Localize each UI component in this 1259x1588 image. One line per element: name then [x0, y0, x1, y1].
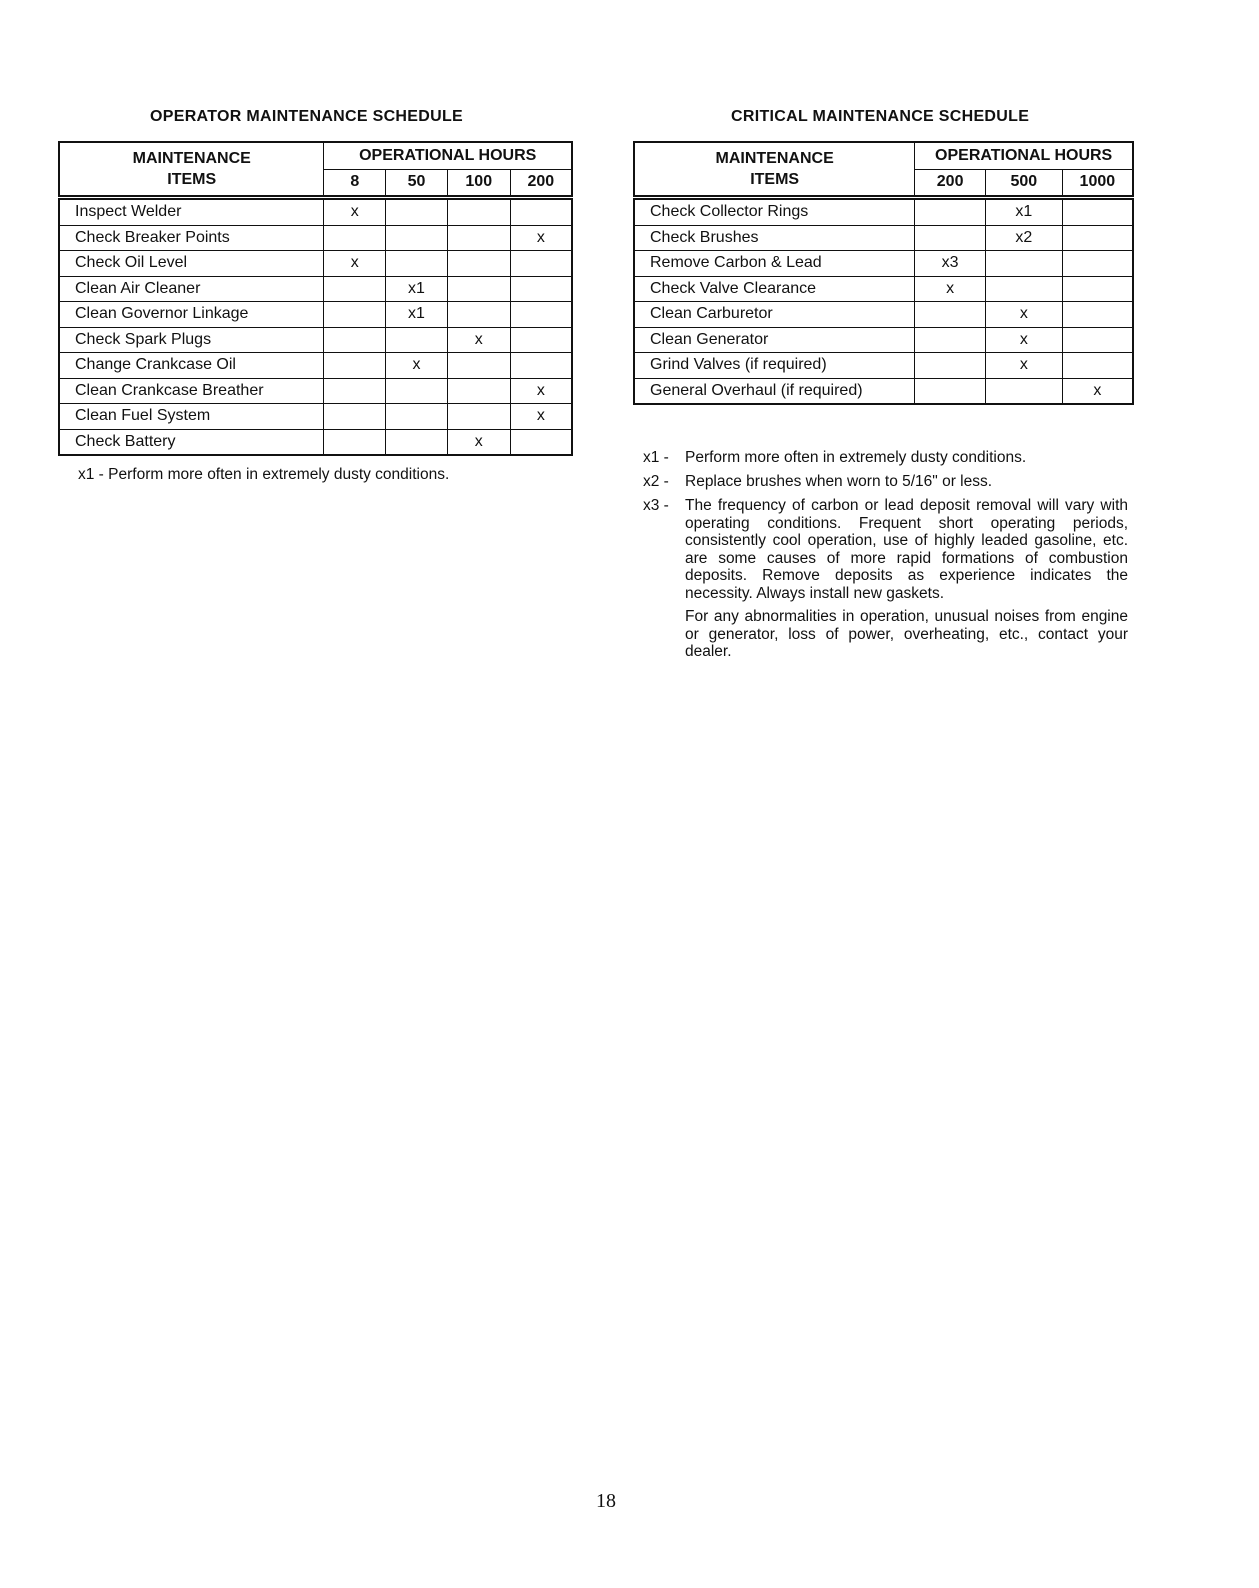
- schedule-mark: [386, 429, 448, 455]
- footnote-key: x2 -: [643, 473, 669, 490]
- schedule-mark: [324, 404, 386, 430]
- schedule-mark: [915, 225, 986, 251]
- schedule-mark: [386, 404, 448, 430]
- hours-col-header: 8: [324, 169, 386, 198]
- schedule-mark: [510, 429, 572, 455]
- schedule-mark: [324, 225, 386, 251]
- items-header: MAINTENANCE: [634, 142, 915, 169]
- footnote: [643, 473, 1128, 491]
- items-header-line2: ITEMS: [634, 169, 915, 198]
- schedule-mark: [447, 251, 510, 277]
- schedule-mark: [1062, 353, 1133, 379]
- schedule-mark: x: [510, 378, 572, 404]
- critical-footnotes: [643, 449, 1128, 661]
- schedule-mark: x: [986, 302, 1063, 328]
- table-row: [59, 378, 572, 404]
- schedule-mark: [386, 327, 448, 353]
- hours-col-header: 200: [510, 169, 572, 198]
- footnote: [643, 497, 1128, 602]
- table-row: [59, 251, 572, 277]
- hours-header: OPERATIONAL HOURS: [915, 142, 1133, 169]
- critical-schedule-title: CRITICAL MAINTENANCE SCHEDULE: [731, 108, 1030, 125]
- table-row: [634, 276, 1133, 302]
- schedule-mark: [1062, 327, 1133, 353]
- hours-col-header: 50: [386, 169, 448, 198]
- maintenance-item: Inspect Welder: [59, 198, 324, 226]
- schedule-mark: [510, 276, 572, 302]
- schedule-mark: [1062, 276, 1133, 302]
- schedule-mark: [1062, 302, 1133, 328]
- maintenance-item: Grind Valves (if required): [634, 353, 915, 379]
- schedule-mark: x: [986, 327, 1063, 353]
- maintenance-item: Check Valve Clearance: [634, 276, 915, 302]
- hours-col-header: 1000: [1062, 169, 1133, 198]
- table-row: [634, 353, 1133, 379]
- schedule-mark: [386, 378, 448, 404]
- footnote: [643, 449, 1128, 467]
- maintenance-item: Check Breaker Points: [59, 225, 324, 251]
- dealer-contact-note: For any abnormalities in operation, unusual noises from engine or generator, loss of power, overheating, etc., contact your dealer.: [685, 608, 1128, 660]
- hours-col-header: 100: [447, 169, 510, 198]
- schedule-mark: [1062, 251, 1133, 277]
- maintenance-item: General Overhaul (if required): [634, 378, 915, 404]
- schedule-mark: x: [510, 225, 572, 251]
- maintenance-item: Check Spark Plugs: [59, 327, 324, 353]
- schedule-mark: [510, 251, 572, 277]
- schedule-mark: [915, 327, 986, 353]
- footnote-key: x3 -: [643, 497, 669, 514]
- table-row: [59, 429, 572, 455]
- schedule-mark: [324, 302, 386, 328]
- maintenance-item: Check Brushes: [634, 225, 915, 251]
- table-row: [634, 378, 1133, 404]
- schedule-mark: [510, 353, 572, 379]
- schedule-mark: x: [447, 429, 510, 455]
- items-header-line2: ITEMS: [59, 169, 324, 198]
- schedule-mark: x1: [386, 276, 448, 302]
- schedule-mark: x: [510, 404, 572, 430]
- hours-col-header: 500: [986, 169, 1063, 198]
- schedule-mark: [324, 327, 386, 353]
- footnote-key: x1 -: [643, 449, 669, 466]
- schedule-mark: [324, 378, 386, 404]
- schedule-mark: [986, 276, 1063, 302]
- items-header: MAINTENANCE: [59, 142, 324, 169]
- schedule-mark: x3: [915, 251, 986, 277]
- hours-header: OPERATIONAL HOURS: [324, 142, 572, 169]
- schedule-mark: [447, 404, 510, 430]
- schedule-mark: [447, 378, 510, 404]
- schedule-mark: x: [324, 198, 386, 226]
- table-row: [634, 302, 1133, 328]
- table-row: [634, 327, 1133, 353]
- schedule-mark: x1: [986, 198, 1063, 226]
- schedule-mark: x1: [386, 302, 448, 328]
- maintenance-item: Clean Air Cleaner: [59, 276, 324, 302]
- footnote-text: Perform more often in extremely dusty conditions.: [685, 449, 1027, 466]
- schedule-mark: [915, 378, 986, 404]
- schedule-mark: x2: [986, 225, 1063, 251]
- table-row: [59, 225, 572, 251]
- maintenance-item: Check Collector Rings: [634, 198, 915, 226]
- schedule-mark: [1062, 198, 1133, 226]
- schedule-mark: [447, 353, 510, 379]
- schedule-mark: [510, 327, 572, 353]
- schedule-mark: x: [915, 276, 986, 302]
- maintenance-item: Clean Carburetor: [634, 302, 915, 328]
- maintenance-item: Clean Generator: [634, 327, 915, 353]
- schedule-mark: [510, 302, 572, 328]
- schedule-mark: x: [1062, 378, 1133, 404]
- table-row: [634, 251, 1133, 277]
- table-row: [59, 327, 572, 353]
- table-row: [59, 276, 572, 302]
- footnote-text: The frequency of carbon or lead deposit removal will vary with operating conditions. Frequent short operating periods, consistently cool operation, use of highly leaded gasoline, etc. are some causes of more rapid formations of combustion deposits. Remove deposits as experience indicates the necessity. Always install new gaskets.: [685, 497, 1128, 602]
- maintenance-item: Change Crankcase Oil: [59, 353, 324, 379]
- schedule-mark: [386, 225, 448, 251]
- page-number: 18: [596, 1490, 616, 1512]
- schedule-mark: [324, 429, 386, 455]
- schedule-mark: x: [386, 353, 448, 379]
- schedule-mark: [447, 225, 510, 251]
- maintenance-item: Clean Fuel System: [59, 404, 324, 430]
- schedule-mark: [510, 198, 572, 226]
- schedule-mark: [447, 302, 510, 328]
- table-row: [59, 404, 572, 430]
- maintenance-item: Remove Carbon & Lead: [634, 251, 915, 277]
- schedule-mark: [986, 251, 1063, 277]
- schedule-mark: [915, 302, 986, 328]
- schedule-mark: x: [447, 327, 510, 353]
- schedule-mark: x: [986, 353, 1063, 379]
- schedule-mark: [324, 353, 386, 379]
- footnote-text: Replace brushes when worn to 5/16" or less.: [685, 473, 993, 490]
- table-row: [634, 198, 1133, 226]
- schedule-mark: [915, 353, 986, 379]
- maintenance-item: Check Oil Level: [59, 251, 324, 277]
- schedule-mark: [324, 276, 386, 302]
- maintenance-item: Clean Crankcase Breather: [59, 378, 324, 404]
- critical-schedule-table: [633, 141, 1134, 405]
- maintenance-item: Clean Governor Linkage: [59, 302, 324, 328]
- schedule-mark: [386, 251, 448, 277]
- maintenance-item: Check Battery: [59, 429, 324, 455]
- schedule-mark: [447, 276, 510, 302]
- table-row: [59, 302, 572, 328]
- schedule-mark: [447, 198, 510, 226]
- table-row: [59, 353, 572, 379]
- schedule-mark: [386, 198, 448, 226]
- schedule-mark: [986, 378, 1063, 404]
- hours-col-header: 200: [915, 169, 986, 198]
- table-row: [59, 198, 572, 226]
- operator-footnote: x1 - Perform more often in extremely dusty conditions.: [78, 466, 450, 483]
- operator-schedule-title: OPERATOR MAINTENANCE SCHEDULE: [150, 108, 464, 125]
- schedule-mark: x: [324, 251, 386, 277]
- schedule-mark: [1062, 225, 1133, 251]
- schedule-mark: [915, 198, 986, 226]
- operator-schedule-table: [58, 141, 573, 456]
- table-row: [634, 225, 1133, 251]
